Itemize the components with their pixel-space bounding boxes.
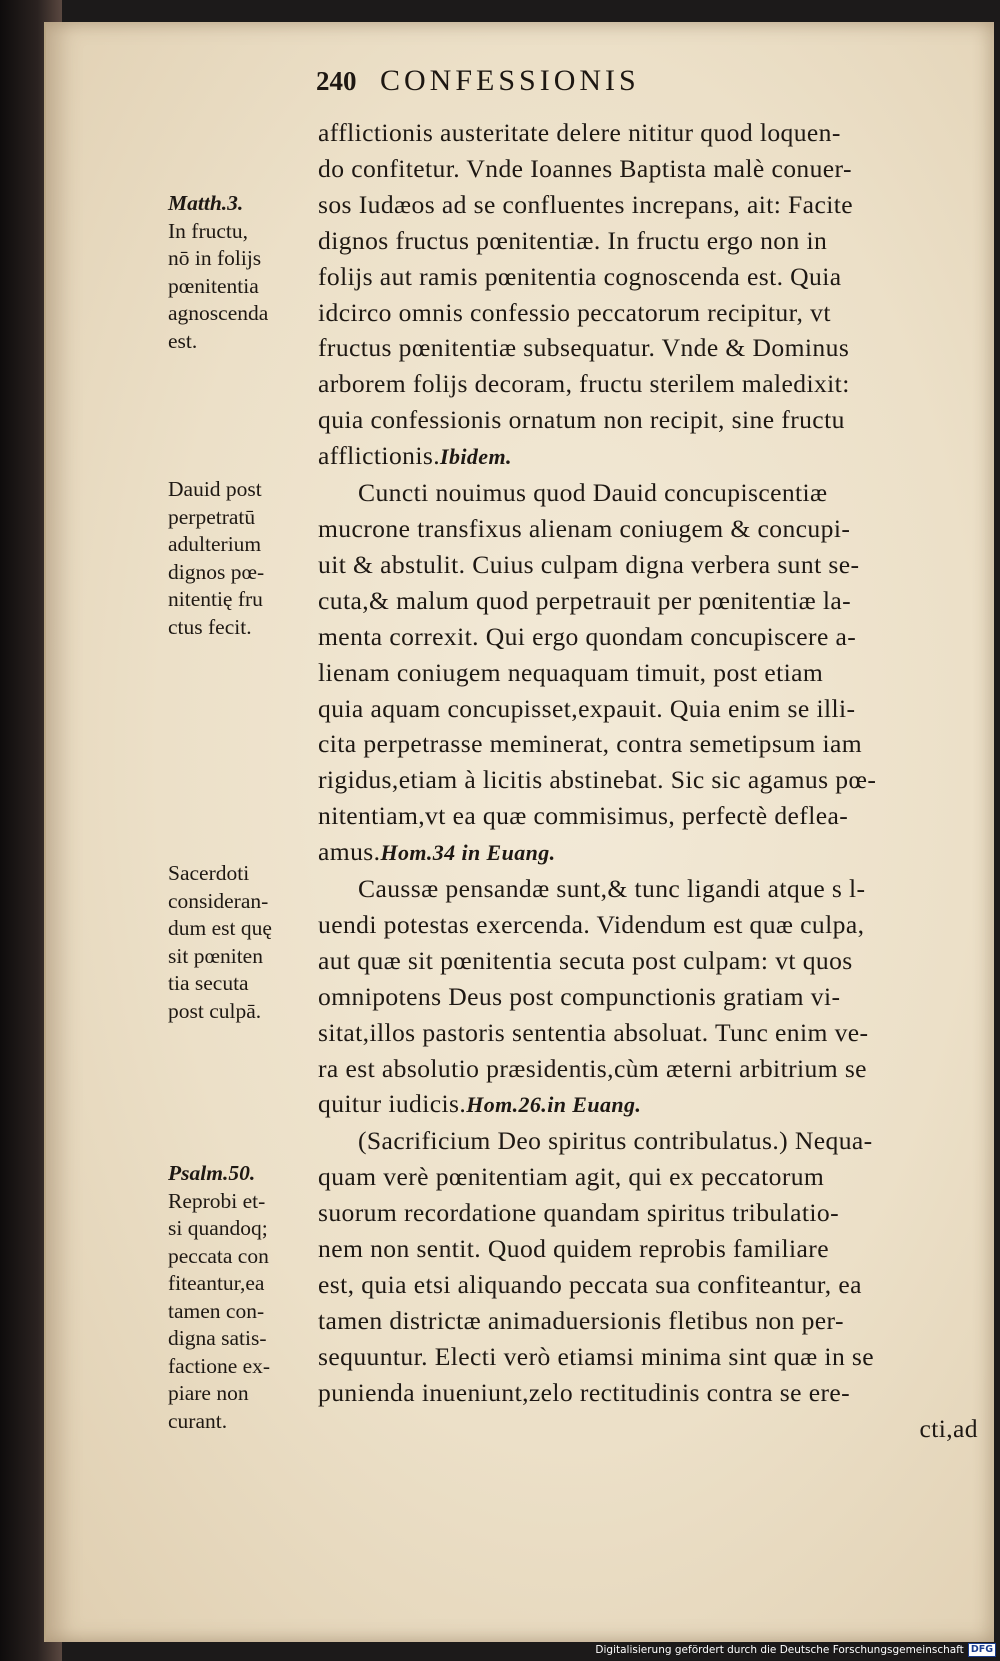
text-line [318,1303,978,1339]
text-line-content: sitat,illos pastoris sententia absoluat. Tunc enim ve- [318,1017,869,1047]
text-line-content: ra est absolutio præsidentis,cùm æterni arbitrium se [318,1053,867,1083]
text-line-content: sos Iudæos ad se confluentes increpans, ait: Facite [318,189,853,219]
page-header [316,62,916,106]
margin-note-line: factione ex- [168,1353,271,1378]
text-line-content: fructus pœnitentiæ subsequatur. Vnde & Dominus [318,333,850,363]
text-line-content: quitur iudicis. [318,1089,467,1119]
margin-note [168,860,318,1025]
page-number: 240 [316,66,357,96]
text-line [318,1339,978,1375]
text-line-content: punienda inueniunt,zelo rectitudinis contra se ere- [318,1377,851,1407]
text-line-content: folijs aut ramis pœnitentia cognoscenda est. Quia [318,261,842,291]
text-line [318,979,978,1015]
citation-reference: Hom.26.in Euang. [466,1092,642,1118]
text-line [318,223,978,259]
text-line [318,726,978,762]
text-line [318,907,978,943]
text-line-content: dignos fructus pœnitentiæ. In fructu ergo non in [318,225,828,255]
text-line-content: amus. [318,837,381,867]
text-line-content: tamen districtæ animaduersionis fletibus non per- [318,1305,844,1335]
text-line [318,583,978,619]
margin-note-line: dignos pœ- [168,559,265,584]
margin-note-line: perpetratū [168,504,256,529]
text-line [318,1159,978,1195]
text-line-content: menta correxit. Qui ergo quondam concupiscere a- [318,621,857,651]
text-line-content: cita perpetrasse meminerat, contra semetipsum iam [318,729,863,759]
text-line [318,619,978,655]
text-line [318,1267,978,1303]
text-line-content: est, quia etsi aliquando peccata sua confiteantur, ea [318,1270,862,1299]
margin-note-line: tamen con- [168,1298,265,1323]
text-line [318,762,978,798]
citation-reference: Hom.34 in Euang. [380,840,556,866]
text-line-content: nitentiam,vt ea quæ commisimus, perfectè deflea- [318,801,849,831]
text-line-content: uendi potestas exercenda. Videndum est quæ culpa, [318,909,865,939]
margin-note-line: nō in folijs [168,246,262,270]
margin-note-reference: Matth.3. [168,191,244,215]
margin-note-line: nitentię fru [168,587,263,611]
text-line-content: suorum recordatione quandam spiritus tribulatio- [318,1198,840,1228]
text-line-content: afflictionis. [318,441,441,471]
margin-note-line: consideran- [168,888,269,913]
margin-note [168,190,318,355]
text-line-content: lienam coniugem nequaquam timuit, post etiam [318,657,824,687]
text-line-content: nem non sentit. Quod quidem reprobis familiare [318,1234,829,1264]
text-line [318,1231,978,1267]
margin-note-line: sit pœniten [168,943,263,968]
margin-note-line: Sacerdoti [168,861,250,885]
text-line [318,295,978,331]
text-line-content: afflictionis austeritate delere nititur quod loquen- [318,118,841,147]
margin-note-line: piare non [168,1381,249,1405]
text-line-content: quia confessionis ornatum non recipit, sine fructu [318,405,845,435]
text-line [318,547,978,583]
text-line [318,1195,978,1231]
text-line-content: omnipotens Deus post compunctionis gratiam vi- [318,981,841,1011]
margin-note-reference: Psalm.50. [168,1161,256,1185]
margin-note-line: pœnitentia [168,273,259,298]
text-line-content: idcirco omnis confessio peccatorum recipitur, vt [318,297,831,327]
text-line [318,943,978,979]
text-line [318,1123,978,1159]
text-line [318,402,978,438]
text-line [318,1375,978,1411]
text-line-content: sequuntur. Electi verò etiamsi minima sint quæ in se [318,1341,875,1371]
margin-note-line: ctus fecit. [168,614,252,639]
citation-reference: Ibidem. [440,444,512,470]
text-line [318,1086,978,1123]
text-line-content: (Sacrificium Deo spiritus contribulatus.) Nequa- [358,1126,873,1156]
margin-note-line: Reprobi et- [168,1188,266,1213]
margin-note-line: tia secuta [168,971,249,995]
margin-note-line: curant. [168,1408,228,1433]
margin-note-line: si quandoq; [168,1216,268,1240]
text-line [318,798,978,834]
text-line-content: rigidus,etiam à licitis abstinebat. Sic sic agamus pœ- [318,765,877,795]
text-line-content: Caussæ pensandæ sunt,& tunc ligandi atque s l- [358,874,866,904]
text-line [318,115,978,151]
text-line [318,1051,978,1087]
text-line [318,691,978,727]
text-line [318,1411,978,1447]
margin-note [168,1160,318,1435]
digitization-credit [595,1643,996,1657]
text-line [318,330,978,366]
margin-note-line: post culpā. [168,998,262,1023]
text-line [318,259,978,295]
credit-text: Digitalisierung gefördert durch die Deutsche Forschungsgemeinschaft [595,1644,964,1656]
margin-note-line: digna satis- [168,1326,267,1350]
running-head: CONFESSIONIS [380,64,640,97]
margin-note-line: adulterium [168,532,262,556]
text-line [318,871,978,907]
text-line [318,187,978,223]
dfg-logo: DFG [968,1643,996,1657]
margin-note-line: In fructu, [168,218,248,243]
text-line [318,438,978,475]
text-line [318,475,978,511]
text-line-content: arborem folijs decoram, fructu sterilem maledixit: [318,369,850,399]
text-line-content: mucrone transfixus alienam coniugem & concupi- [318,513,851,543]
margin-note-line: peccata con [168,1243,269,1268]
text-line [318,366,978,402]
text-line-content: Cuncti nouimus quod Dauid concupiscentiæ [358,478,828,508]
text-line [318,511,978,547]
margin-note-line: dum est quę [168,916,272,940]
text-line-content: cti,ad [919,1413,978,1443]
text-line [318,1015,978,1051]
text-line-content: quam verè pœnitentiam agit, qui ex peccatorum [318,1162,825,1192]
text-line-content: cuta,& malum quod perpetrauit per pœnitentiæ la- [318,585,852,615]
margin-note-line: agnoscenda [168,301,269,325]
text-line-content: uit & abstulit. Cuius culpam digna verbera sunt se- [318,549,860,579]
text-line [318,655,978,691]
text-line-content: do confitetur. Vnde Ioannes Baptista malè conuer- [318,153,852,183]
margin-note-line: est. [168,328,198,353]
text-line-content: aut quæ sit pœnitentia secuta post culpam: vt quos [318,945,853,975]
margin-note [168,476,318,641]
text-line [318,834,978,871]
text-line [318,151,978,187]
margin-note-line: fiteantur,ea [168,1271,265,1295]
text-line-content: quia aquam concupisset,expauit. Quia enim se illi- [318,693,856,723]
margin-note-line: Dauid post [168,477,262,501]
main-text-block [318,115,978,1447]
